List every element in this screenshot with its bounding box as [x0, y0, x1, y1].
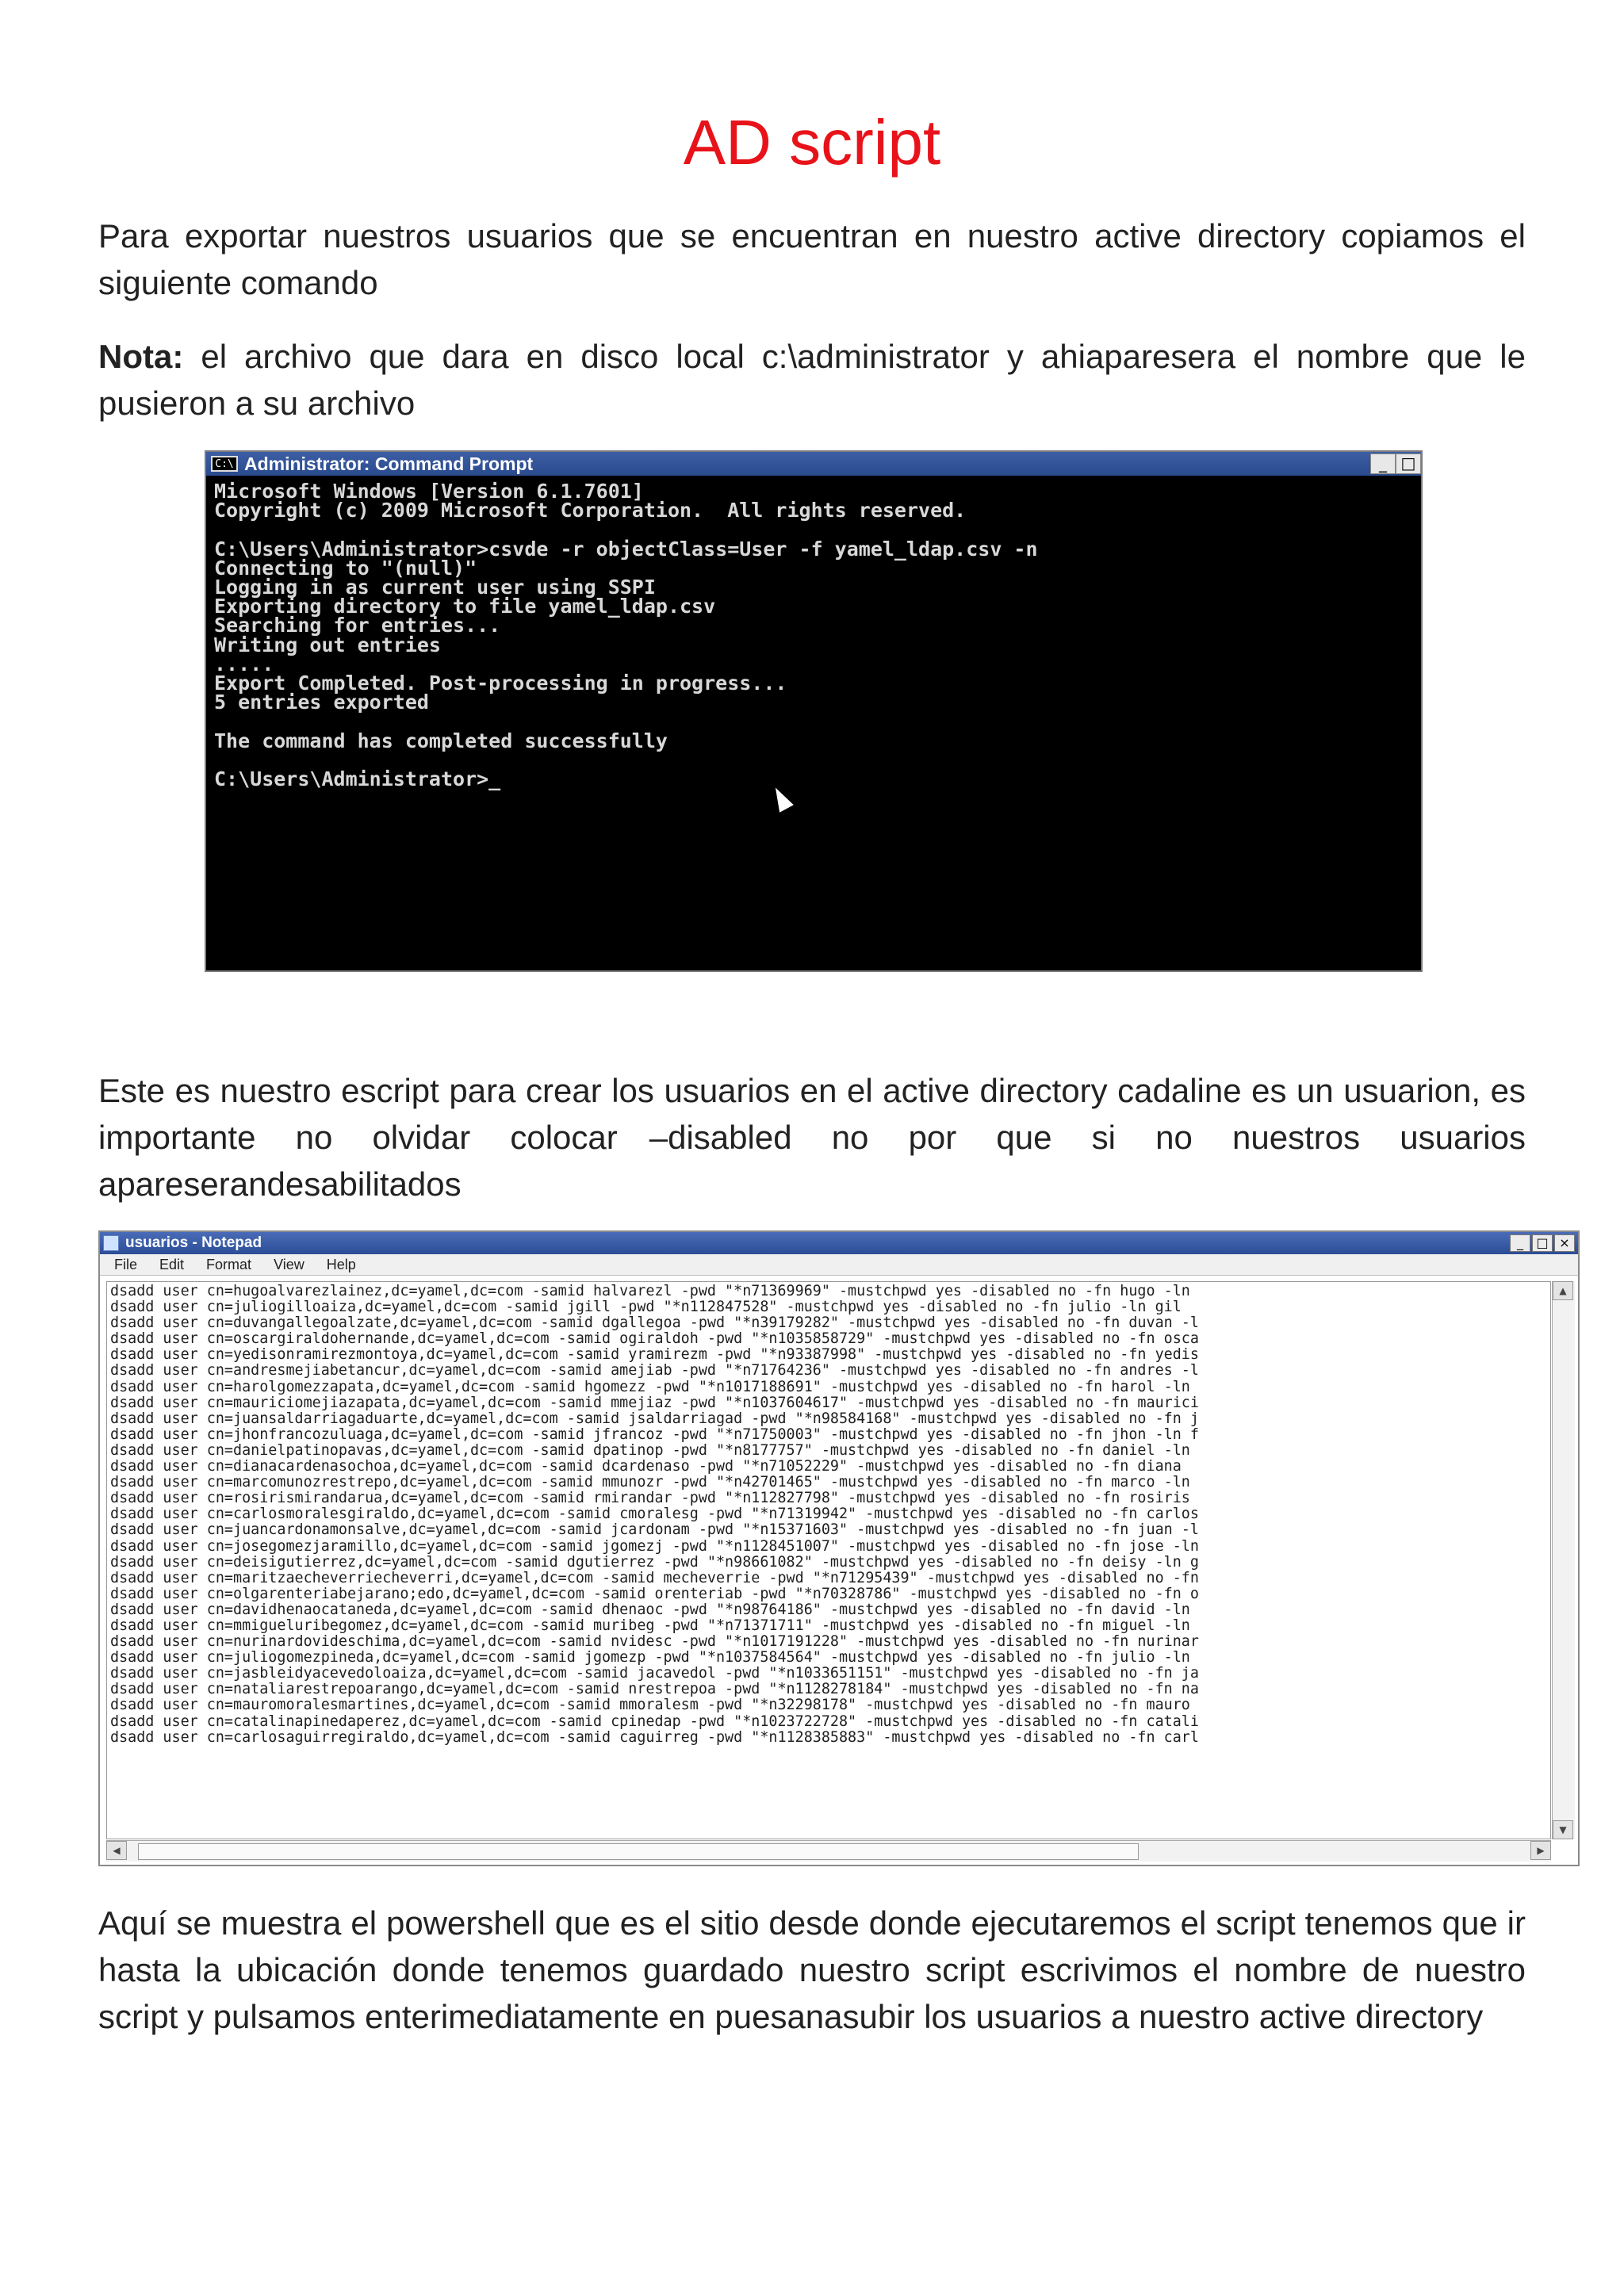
notepad-line: dsadd user cn=carlosmoralesgiraldo,dc=yamel,dc=com -samid cmoralesg -pwd "*n71319942" -mustchpwd yes -disabled no -fn carlos [110, 1506, 1199, 1523]
menu-view[interactable]: View [274, 1257, 304, 1272]
cmd-line: Export Completed. Post-processing in progress... [214, 672, 787, 695]
notepad-line: dsadd user cn=juansaldarriagaduarte,dc=yamel,dc=com -samid jsaldarriagad -pwd "*n98584168" -mustchpwd yes -disabled no -fn j [110, 1410, 1199, 1427]
cmd-app-icon: C:\ [211, 456, 238, 472]
cmd-line: Logging in as current user using SSPI [214, 576, 656, 599]
scroll-right-icon[interactable]: ▶ [1530, 1841, 1551, 1860]
notepad-line: dsadd user cn=nurinardovideschima,dc=yamel,dc=com -samid nvidesc -pwd "*n1017191228" -mustchpwd yes -disabled no -fn nurinar [110, 1633, 1199, 1651]
notepad-line: dsadd user cn=duvangallegoalzate,dc=yamel,dc=com -samid dgallegoa -pwd "*n39179282" -mustchpwd yes -disabled no -fn duvan -l [110, 1314, 1199, 1332]
maximize-icon[interactable]: □ [1396, 453, 1421, 474]
cmd-titlebar[interactable] [206, 452, 1421, 476]
horizontal-scrollbar[interactable] [106, 1840, 1551, 1862]
minimize-icon[interactable]: _ [1510, 1234, 1530, 1252]
intro-paragraph: Para exportar nuestros usuarios que se encuentran en nuestro active directory copiamos el siguiente comando [98, 217, 1526, 301]
notepad-line: dsadd user cn=mauromoralesmartines,dc=yamel,dc=com -samid mmoralesm -pwd "*n32298178" -mustchpwd yes -disabled no -fn mauro [110, 1697, 1190, 1714]
cmd-line: Copyright (c) 2009 Microsoft Corporation. All rights reserved. [214, 499, 967, 522]
notepad-line: dsadd user cn=jasbleidyacevedoloaiza,dc=yamel,dc=com -samid jacavedol -pwd "*n1033651151" -mustchpwd yes -disabled no -fn ja [110, 1665, 1199, 1682]
script-paragraph-text-2: –disabled no por que si no nuestros usuarios apareserandesabilitados [98, 1119, 1526, 1203]
notepad-line: dsadd user cn=maritzaecheverriecheverri,dc=yamel,dc=com -samid mecheverrie -pwd "*n71295439" -mustchpwd yes -disabled no -fn [110, 1569, 1199, 1586]
notepad-line: dsadd user cn=marcomunozrestrepo,dc=yamel,dc=com -samid mmunozr -pwd "*n42701465" -mustchpwd yes -disabled no -fn marco -ln [110, 1474, 1190, 1491]
cmd-line: ..... [214, 652, 274, 675]
notepad-line: dsadd user cn=davidhenaocataneda,dc=yamel,dc=com -samid dhenaoc -pwd "*n98764186" -mustchpwd yes -disabled no -fn david -ln [110, 1601, 1190, 1618]
cmd-line [214, 520, 1413, 539]
vertical-scrollbar[interactable] [1552, 1281, 1575, 1839]
horizontal-scroll-thumb[interactable] [138, 1843, 1139, 1860]
notepad-line: dsadd user cn=mauriciomejiazapata,dc=yamel,dc=com -samid mmejiaz -pwd "*n1037604617" -mustchpwd yes -disabled no -fn maurici [110, 1394, 1199, 1411]
notepad-line: dsadd user cn=yedisonramirezmontoya,dc=yamel,dc=com -samid yramirezm -pwd "*n93387998" -mustchpwd yes -disabled no -fn yedis [110, 1346, 1199, 1364]
notepad-line: dsadd user cn=oscargiraldohernande,dc=yamel,dc=com -samid ogiraldoh -pwd "*n1035858729" -mustchpwd yes -disabled no -fn osca [110, 1330, 1199, 1348]
notepad-line: dsadd user cn=deisigutierrez,dc=yamel,dc=com -samid dgutierrez -pwd "*n98661082" -mustchpwd yes -disabled no -fn deisy -ln g [110, 1553, 1199, 1571]
cmd-line: The command has completed successfully [214, 729, 668, 752]
script-paragraph [98, 1067, 1526, 1207]
menu-file[interactable]: File [114, 1257, 138, 1272]
notepad-window-title: usuarios - Notepad [125, 1234, 262, 1251]
menu-help[interactable]: Help [326, 1257, 356, 1272]
scroll-left-icon[interactable]: ◀ [106, 1841, 127, 1860]
cmd-line: Writing out entries [214, 633, 441, 656]
note-text: el archivo que dara en disco local c:\administrator y ahiaparesera el nombre que le pusieron a su archivo [98, 338, 1526, 422]
notepad-line: dsadd user cn=hugoalvarezlainez,dc=yamel,dc=com -samid halvarezl -pwd "*n71369969" -mustchpwd yes -disabled no -fn hugo -ln [110, 1283, 1190, 1299]
notepad-line: dsadd user cn=jhonfrancozuluaga,dc=yamel,dc=com -samid jfrancoz -pwd "*n71750003" -mustchpwd yes -disabled no -fn jhon -ln f [110, 1425, 1199, 1443]
cmd-line: 5 entries exported [214, 691, 429, 714]
notepad-line: dsadd user cn=danielpatinopavas,dc=yamel,dc=com -samid dpatinop -pwd "*n8177757" -mustchpwd yes -disabled no -fn daniel -ln [110, 1441, 1190, 1459]
cmd-line: Exporting directory to file yamel_ldap.csv [214, 595, 716, 618]
cmd-line: Microsoft Windows [Version 6.1.7601] [214, 480, 644, 503]
cmd-window-title: Administrator: Command Prompt [244, 453, 534, 474]
cmd-output[interactable] [206, 476, 1421, 795]
notepad-line: dsadd user cn=olgarenteriabejarano;edo,dc=yamel,dc=com -samid orenteriab -pwd "*n70328786" -mustchpwd yes -disabled no -fn o [110, 1585, 1199, 1602]
notepad-line: dsadd user cn=juliogomezpineda,dc=yamel,dc=com -samid jgomezp -pwd "*n1037584564" -mustchpwd yes -disabled no -fn julio -ln [110, 1649, 1190, 1667]
notepad-text-area[interactable] [106, 1281, 1551, 1839]
menu-format[interactable]: Format [206, 1257, 252, 1272]
notepad-line: dsadd user cn=carlosaguirregiraldo,dc=yamel,dc=com -samid caguirreg -pwd "*n1128385883" -mustchpwd yes -disabled no -fn carl [110, 1728, 1199, 1746]
menu-edit[interactable]: Edit [159, 1257, 185, 1272]
close-icon[interactable]: × [1554, 1234, 1575, 1252]
notepad-line: dsadd user cn=nataliarestrepoarango,dc=yamel,dc=com -samid nrestrepoa -pwd "*n1128278184" -mustchpwd yes -disabled no -fn na [110, 1681, 1199, 1698]
notepad-window [98, 1230, 1580, 1866]
notepad-line: dsadd user cn=dianacardenasochoa,dc=yamel,dc=com -samid dcardenaso -pwd "*n71052229" -mustchpwd yes -disabled no -fn diana [110, 1458, 1182, 1475]
maximize-icon[interactable]: □ [1532, 1234, 1553, 1252]
cmd-line: C:\Users\Administrator>csvde -r objectClass=User -f yamel_ldap.csv -n [214, 537, 1038, 561]
minimize-icon[interactable]: _ [1370, 453, 1396, 474]
notepad-line: dsadd user cn=juliogilloaiza,dc=yamel,dc=com -samid jgill -pwd "*n112847528" -mustchpwd yes -disabled no -fn julio -ln gil [110, 1299, 1182, 1316]
notepad-line: dsadd user cn=catalinapinedaperez,dc=yamel,dc=com -samid cpinedap -pwd "*n1023722728" -mustchpwd yes -disabled no -fn catali [110, 1712, 1199, 1730]
notepad-app-icon [103, 1235, 119, 1251]
powershell-paragraph: Aquí se muestra el powershell que es el sitio desde donde ejecutaremos el script tenemos que ir hasta la ubicación donde tenemos guardado nuestro script escrivimos el nombre de nuestro script y pulsamos enterimediatamente en puesanasubir los usuarios a nuestro active directory [98, 1904, 1526, 2035]
notepad-line: dsadd user cn=andresmejiabetancur,dc=yamel,dc=com -samid amejiab -pwd "*n71764236" -mustchpwd yes -disabled no -fn andres -l [110, 1362, 1199, 1380]
scroll-up-icon[interactable]: ▲ [1553, 1281, 1573, 1300]
notepad-line: dsadd user cn=juancardonamonsalve,dc=yamel,dc=com -samid jcardonam -pwd "*n15371603" -mustchpwd yes -disabled no -fn juan -l [110, 1521, 1199, 1539]
notepad-content [107, 1282, 1550, 1747]
notepad-titlebar[interactable] [100, 1232, 1578, 1254]
note-paragraph [98, 333, 1526, 427]
scroll-down-icon[interactable]: ▼ [1553, 1820, 1573, 1839]
notepad-line: dsadd user cn=mmigueluribegomez,dc=yamel,dc=com -samid muribeg -pwd "*n71371711" -mustchpwd yes -disabled no -fn miguel -ln [110, 1617, 1190, 1634]
cmd-line: C:\Users\Administrator>_ [214, 767, 501, 791]
command-prompt-window [205, 450, 1423, 972]
notepad-line: dsadd user cn=rosirismirandarua,dc=yamel,dc=com -samid rmirandar -pwd "*n112827798" -mustchpwd yes -disabled no -fn rosiris [110, 1490, 1190, 1507]
cmd-line [214, 712, 1413, 731]
cmd-line: Connecting to "(null)" [214, 556, 477, 580]
note-label: Nota: [98, 338, 184, 375]
notepad-menubar [100, 1254, 1578, 1276]
script-paragraph-text: Este es nuestro escript para crear los usuarios en el active directory cadaline es un usuarion, es importante no olvidar colocar [98, 1072, 1526, 1156]
notepad-line: dsadd user cn=harolgomezzapata,dc=yamel,dc=com -samid hgomezz -pwd "*n1017188691" -mustchpwd yes -disabled no -fn harol -ln [110, 1378, 1190, 1395]
cmd-line: Searching for entries... [214, 614, 501, 637]
document-title: AD script [683, 107, 941, 178]
notepad-line: dsadd user cn=josegomezjaramillo,dc=yamel,dc=com -samid jgomezj -pwd "*n1128451007" -mustchpwd yes -disabled no -fn jose -ln [110, 1537, 1199, 1555]
